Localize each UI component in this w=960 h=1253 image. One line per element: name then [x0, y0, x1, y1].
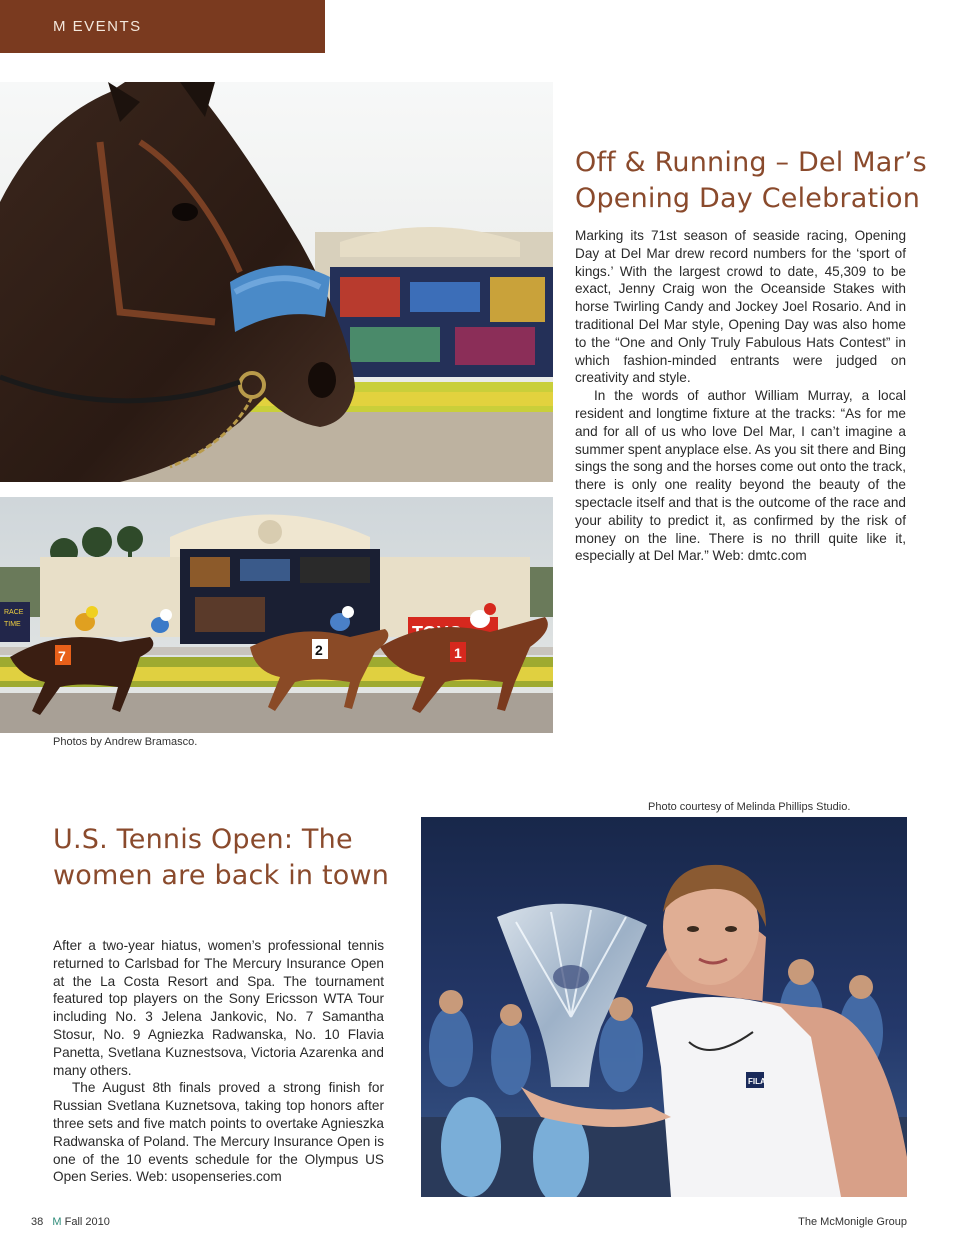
tennis-trophy-photo: [421, 817, 907, 1197]
article2-paragraph-1: After a two-year hiatus, women’s professional tennis returned to Carlsbad for The Mercury Insurance Open at the La Costa Resort and Spa. The tournament featured top players on the Sony Ericsson WTA Tour including No. 3 Jelena Jankovic, No. 7 Samantha Stosur, No. 9 Agniezka Radwanska, No. 10 Flavia Panetta, Svetlana Kuznestsova, Victoria Azarenka and many others.: [53, 938, 384, 1078]
publisher-name: The McMonigle Group: [798, 1216, 907, 1228]
magazine-letter: M: [52, 1216, 62, 1228]
section-label: M EVENTS: [53, 18, 142, 35]
article1-headline: [575, 145, 935, 217]
issue-label: Fall 2010: [64, 1216, 110, 1228]
section-tab: [0, 0, 325, 53]
article2-headline: [53, 822, 403, 894]
article2-headline-line2: women are back in town: [53, 860, 390, 891]
time-board-label: TIME: [4, 621, 21, 628]
page-number: 38: [31, 1216, 44, 1228]
saddle-number-1: 1: [454, 645, 462, 661]
article2-headline-line1: U.S. Tennis Open: The: [53, 824, 353, 855]
article2-body: [53, 937, 384, 1186]
article1-paragraph-2: In the words of author William Murray, a local resident and longtime fixture at the tracks: “As for me and for all of us who love Del Mar, I can’t imagine a summer spent anyplace else. As you sit there and Bing sings the song and the horses come out onto the track, there is only one reality beyond the beauty of the spectacle itself and that is the outcome of the race and your ability to predict it, as confirmed by the risk of money on the line. There is no thrill quite like it, especially at Del Mar.” Web: dmtc.com: [575, 388, 906, 564]
article1-photo-credit: Photos by Andrew Bramasco.: [53, 736, 198, 748]
article1-headline-line2: Opening Day Celebration: [575, 183, 921, 214]
saddle-number-2: 2: [315, 642, 323, 658]
article1-body: [575, 227, 906, 565]
article1-headline-line1: Off & Running – Del Mar’s: [575, 147, 927, 178]
article2-photo-credit: Photo courtesy of Melinda Phillips Studio.: [648, 801, 851, 813]
saddle-number-7: 7: [58, 648, 66, 664]
horse-race-photo: [0, 497, 553, 733]
shirt-logo: FILA: [748, 1077, 766, 1086]
footer-left: [31, 1216, 110, 1228]
article1-paragraph-1: Marking its 71st season of seaside racing, Opening Day at Del Mar drew record numbers for the ‘sport of kings.’ With the largest crowd to date, 45,309 to be exact, Jenny Craig won the Oceanside Stakes with horse Twirling Candy and Jockey Joel Rosario. And in traditional Del Mar style, Opening Day was also home to the “One and Only Truly Fabulous Hats Contest” in which fashion-minded entrants were judged on creativity and style.: [575, 228, 906, 386]
race-board-label: RACE: [4, 609, 24, 616]
horse-closeup-photo: [0, 82, 553, 482]
article2-paragraph-2: The August 8th finals proved a strong finish for Russian Svetlana Kuznetsova, taking top honors after three sets and five match points to overtake Agnieszka Radwanska of Poland. The Mercury Insurance Open is one of the 10 events schedule for the Olympus US Open Series. Web: usopenseries.com: [53, 1080, 384, 1185]
